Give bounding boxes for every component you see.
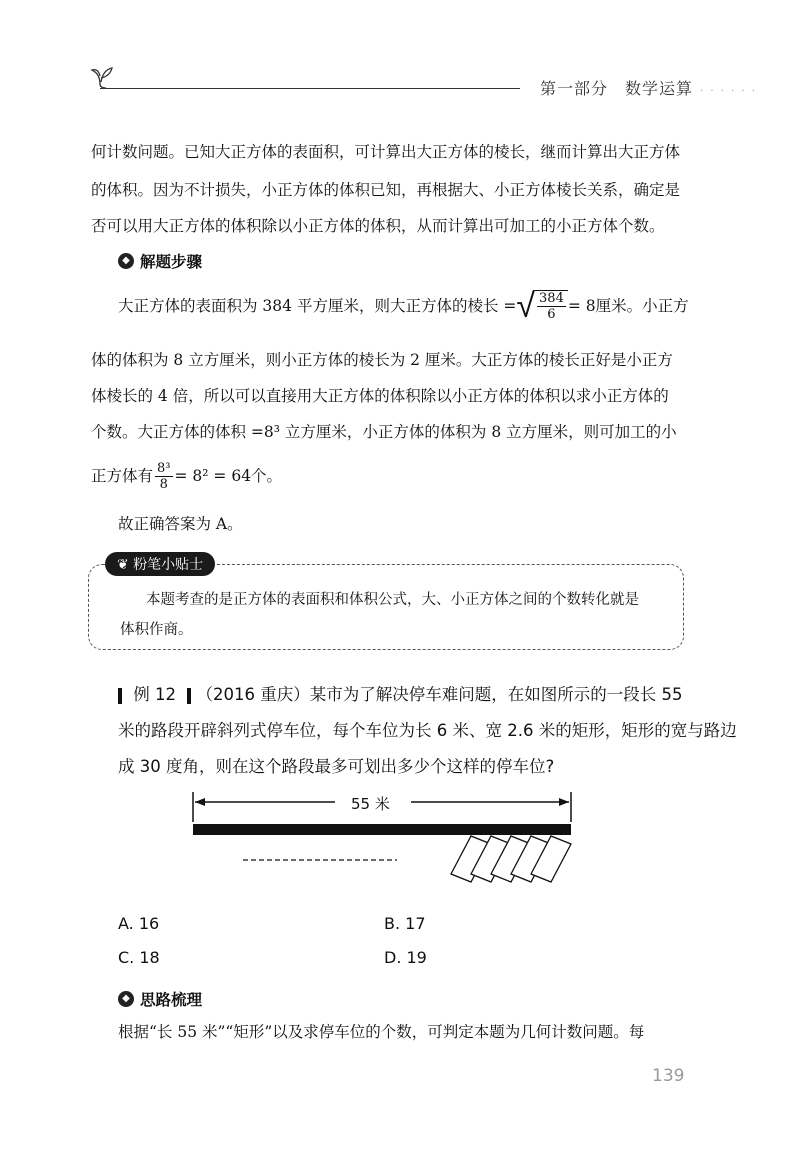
frac-denominator: 8 <box>159 476 168 492</box>
tip-label-text: 粉笔小贴士 <box>133 557 204 573</box>
option-b: B. 17 <box>384 914 426 933</box>
diagram-length-label: 55 米 <box>345 793 396 814</box>
option-d: D. 19 <box>384 948 427 967</box>
solution-line-5 <box>91 458 701 494</box>
solution-line-2: 体的体积为 8 立方厘米，则小正方体的棱长为 2 厘米。大正方体的棱长正好是小正方 <box>91 351 673 369</box>
analysis-heading <box>118 988 202 1010</box>
solution-line-1 <box>118 286 728 326</box>
road-edge <box>193 824 571 835</box>
radical-icon: √ <box>516 286 536 326</box>
solution-line-3: 体棱长的 4 倍，所以可以直接用大正方体的体积除以小正方体的体积以求小正方体的 <box>91 387 669 405</box>
question-line-2: 米的路段开辟斜列式停车位，每个车位为长 6 米、宽 2.6 米的矩形，矩形的宽与路边 <box>118 721 737 740</box>
tip-label <box>105 552 215 576</box>
solution-line-4: 个数。大正方体的体积 =8³ 立方厘米，小正方体的体积为 8 立方厘米，则可加工的小 <box>91 423 677 441</box>
intro-line-3: 否可以用大正方体的体积除以小正方体的体积，从而计算出可加工的小正方体个数。 <box>91 217 665 235</box>
solution-heading-text: 解题步骤 <box>140 253 203 271</box>
label-bar-right <box>187 688 191 704</box>
tip-line-2: 体积作商。 <box>120 622 193 638</box>
question-label: 例 12 <box>133 685 176 704</box>
question-line-1-text: （2016 重庆）某市为了解决停车难问题，在如图所示的一段长 55 <box>196 685 683 704</box>
header-dots: · · · · · · <box>700 86 757 97</box>
section-bullet-icon: ◆ <box>118 253 134 269</box>
arrow-left-icon <box>195 798 205 806</box>
solution-line-5-post: = 8² = 64个。 <box>174 467 283 485</box>
intro-line-1: 何计数问题。已知大正方体的表面积，可计算出大正方体的棱长，继而计算出大正方体 <box>91 143 681 161</box>
analysis-heading-text: 思路梳理 <box>140 991 203 1009</box>
question-line-1 <box>118 684 682 706</box>
solution-line-5-pre: 正方体有 <box>91 467 154 485</box>
sqrt-numerator: 384 <box>539 291 564 306</box>
sqrt-expression <box>516 286 568 326</box>
intro-line-2: 的体积。因为不计损失，小正方体的体积已知，再根据大、小正方体棱长关系，确定是 <box>91 181 681 199</box>
solution-answer: 故正确答案为 A。 <box>118 515 243 533</box>
analysis-line-1: 根据“长 55 米”“矩形”以及求停车位的个数，可判定本题为几何计数问题。每 <box>118 1023 645 1041</box>
option-a: A. 16 <box>118 914 160 933</box>
sprout-icon: ❦ <box>117 557 134 573</box>
tip-line-1: 本题考查的是正方体的表面积和体积公式，大、小正方体之间的个数转化就是 <box>146 592 639 608</box>
solution-heading <box>118 250 202 272</box>
parking-spaces <box>451 836 571 882</box>
option-c: C. 18 <box>118 948 160 967</box>
label-bar-left <box>118 688 122 704</box>
page-number: 139 <box>652 1066 685 1086</box>
header-title: 第一部分 数学运算 <box>540 79 694 98</box>
frac-numerator: 8³ <box>157 460 171 476</box>
section-bullet-icon: ◆ <box>118 991 134 1007</box>
sqrt-denominator: 6 <box>547 307 556 322</box>
solution-line-1-pre: 大正方体的表面积为 384 平方厘米，则大正方体的棱长 = <box>118 297 517 315</box>
question-line-3: 成 30 度角，则在这个路段最多可划出多少个这样的停车位? <box>118 757 555 776</box>
solution-line-1-post: = 8厘米。小正方 <box>567 297 689 315</box>
header-rule <box>100 88 520 89</box>
arrow-right-icon <box>559 798 569 806</box>
